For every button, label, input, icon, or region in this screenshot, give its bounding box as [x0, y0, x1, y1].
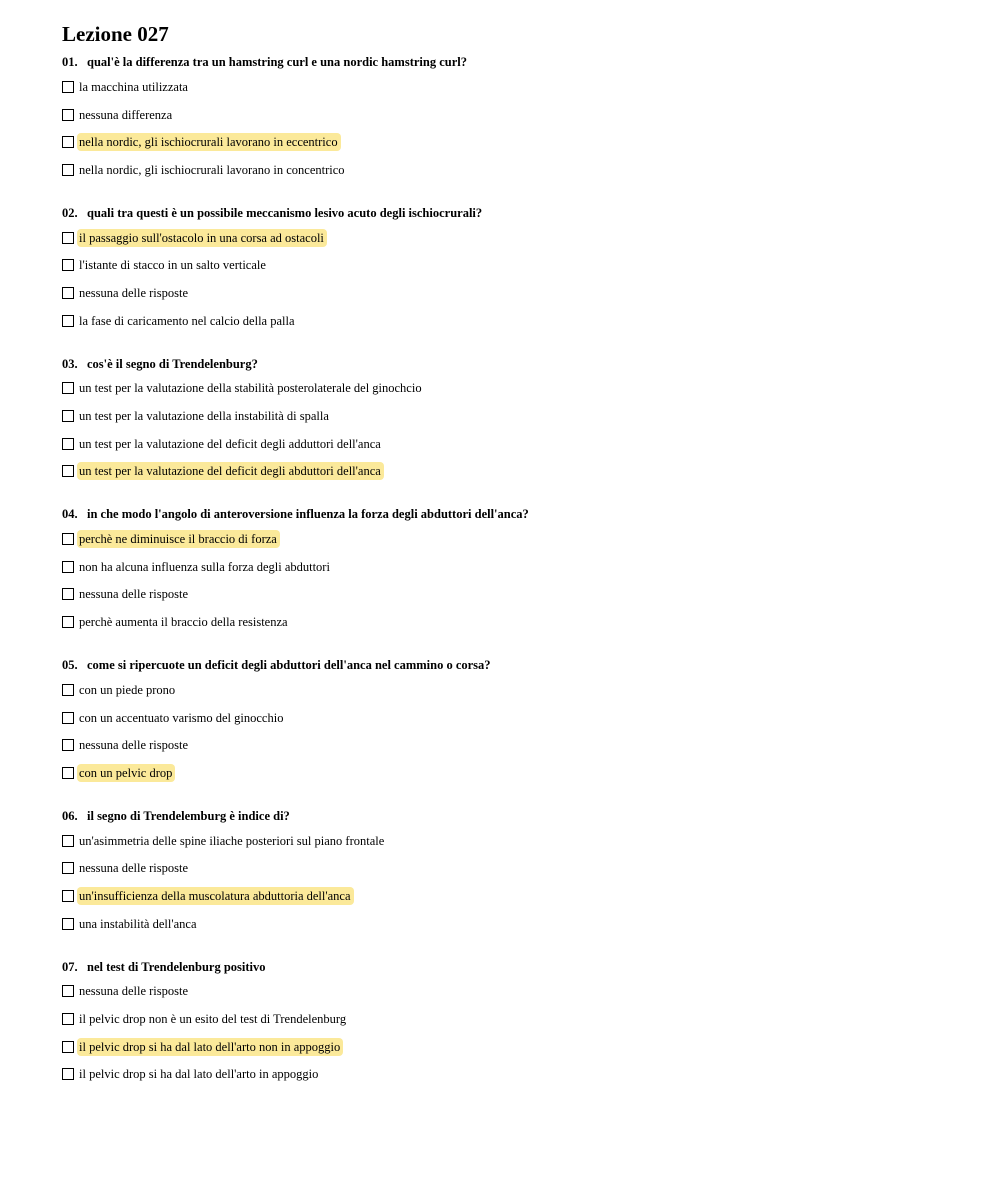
answer-text: un test per la valutazione del deficit degli abduttori dell'anca — [77, 462, 384, 480]
answer-text: nessuna delle risposte — [79, 587, 189, 602]
answer-checkbox[interactable] — [62, 410, 74, 422]
answer-options — [62, 676, 962, 787]
page-title: Lezione 027 — [62, 22, 169, 46]
answer-text: nessuna delle risposte — [79, 984, 189, 999]
answer-text: con un accentuato varismo del ginocchio — [79, 710, 284, 725]
answer-checkbox[interactable] — [62, 712, 74, 724]
question-block — [62, 805, 962, 938]
question-text: come si ripercuote un deficit degli abduttori dell'anca nel cammino o corsa? — [87, 658, 491, 672]
answer-text: perchè aumenta il braccio della resistenza — [79, 615, 288, 630]
answer-checkbox[interactable] — [62, 81, 74, 93]
answer-text: nessuna delle risposte — [79, 285, 189, 300]
answer-checkbox[interactable] — [62, 835, 74, 847]
question-list — [62, 51, 962, 1088]
answer-option — [62, 430, 962, 458]
answer-text: nessuna differenza — [79, 107, 173, 122]
answer-text: perchè ne diminuisce il braccio di forza — [77, 530, 280, 548]
question-block — [62, 503, 962, 636]
answer-text: l'istante di stacco in un salto verticale — [79, 258, 266, 273]
question-heading — [62, 51, 962, 73]
answer-option — [62, 704, 962, 732]
question-block — [62, 202, 962, 335]
answer-checkbox[interactable] — [62, 862, 74, 874]
answer-option-highlighted — [62, 759, 962, 787]
answer-text: il passaggio sull'ostacolo in una corsa ad ostacoli — [77, 229, 327, 247]
answer-option — [62, 553, 962, 581]
answer-option — [62, 375, 962, 403]
answer-text: nella nordic, gli ischiocrurali lavorano in concentrico — [79, 162, 345, 177]
answer-options — [62, 978, 962, 1089]
question-text: nel test di Trendelenburg positivo — [87, 959, 266, 974]
answer-text: il pelvic drop si ha dal lato dell'arto in appoggio — [79, 1067, 319, 1082]
answer-checkbox[interactable] — [62, 382, 74, 394]
quiz-page — [62, 20, 962, 1088]
answer-text: la macchina utilizzata — [79, 79, 188, 94]
answer-text: nella nordic, gli ischiocrurali lavorano in eccentrico — [77, 133, 341, 151]
answer-option — [62, 307, 962, 335]
answer-option — [62, 1061, 962, 1089]
question-text: in che modo l'angolo di anteroversione influenza la forza degli abduttori dell'anca? — [87, 507, 529, 522]
question-heading — [62, 956, 962, 978]
answer-text: la fase di caricamento nel calcio della palla — [79, 313, 295, 328]
answer-option-highlighted — [62, 458, 962, 486]
answer-option — [62, 156, 962, 184]
answer-options — [62, 525, 962, 636]
answer-option — [62, 854, 962, 882]
answer-option — [62, 279, 962, 307]
answer-text: un test per la valutazione della instabilità di spalla — [79, 409, 329, 424]
question-block — [62, 51, 962, 184]
answer-text: nessuna delle risposte — [79, 738, 189, 753]
answer-checkbox[interactable] — [62, 315, 74, 327]
answer-option — [62, 978, 962, 1006]
answer-option — [62, 402, 962, 430]
answer-text: nessuna delle risposte — [79, 861, 189, 876]
answer-text: il pelvic drop non è un esito del test di Trendelenburg — [79, 1012, 347, 1027]
answer-option-highlighted — [62, 128, 962, 156]
question-number: 03. — [62, 356, 78, 371]
answer-checkbox[interactable] — [62, 985, 74, 997]
answer-text: un test per la valutazione della stabilità posterolaterale del ginochcio — [79, 381, 422, 396]
answer-option-highlighted — [62, 1033, 962, 1061]
question-number: 04. — [62, 507, 78, 522]
answer-text: un'insufficienza della muscolatura abduttoria dell'anca — [77, 887, 354, 905]
answer-option — [62, 101, 962, 129]
answer-checkbox[interactable] — [62, 465, 74, 477]
answer-checkbox[interactable] — [62, 287, 74, 299]
answer-checkbox[interactable] — [62, 561, 74, 573]
answer-option — [62, 581, 962, 609]
answer-checkbox[interactable] — [62, 1013, 74, 1025]
answer-checkbox[interactable] — [62, 109, 74, 121]
answer-checkbox[interactable] — [62, 739, 74, 751]
answer-checkbox[interactable] — [62, 918, 74, 930]
answer-option — [62, 676, 962, 704]
answer-text: il pelvic drop si ha dal lato dell'arto non in appoggio — [77, 1038, 343, 1056]
answer-checkbox[interactable] — [62, 438, 74, 450]
answer-checkbox[interactable] — [62, 164, 74, 176]
question-heading — [62, 805, 962, 827]
answer-text: non ha alcuna influenza sulla forza degli abduttori — [79, 559, 330, 574]
question-number: 05. — [62, 658, 78, 672]
answer-checkbox[interactable] — [62, 136, 74, 148]
question-text: cos'è il segno di Trendelenburg? — [87, 356, 258, 371]
question-block — [62, 353, 962, 486]
question-heading — [62, 654, 962, 676]
answer-option — [62, 910, 962, 938]
answer-text: un'asimmetria delle spine iliache posteriori sul piano frontale — [79, 833, 385, 848]
question-number: 07. — [62, 959, 78, 974]
answer-option — [62, 1005, 962, 1033]
question-text: qual'è la differenza tra un hamstring curl e una nordic hamstring curl? — [87, 55, 467, 69]
answer-option — [62, 608, 962, 636]
answer-checkbox[interactable] — [62, 533, 74, 545]
answer-checkbox[interactable] — [62, 616, 74, 628]
question-number: 01. — [62, 55, 78, 69]
question-text: quali tra questi è un possibile meccanismo lesivo acuto degli ischiocrurali? — [87, 205, 483, 220]
answer-option — [62, 251, 962, 279]
answer-text: una instabilità dell'anca — [79, 916, 197, 931]
answer-options — [62, 375, 962, 486]
answer-checkbox[interactable] — [62, 684, 74, 696]
answer-checkbox[interactable] — [62, 890, 74, 902]
answer-option — [62, 73, 962, 101]
answer-options — [62, 224, 962, 335]
answer-checkbox[interactable] — [62, 232, 74, 244]
answer-checkbox[interactable] — [62, 588, 74, 600]
answer-option-highlighted — [62, 224, 962, 252]
answer-option-highlighted — [62, 525, 962, 553]
question-block — [62, 654, 962, 787]
question-block — [62, 956, 962, 1089]
answer-option — [62, 731, 962, 759]
answer-checkbox[interactable] — [62, 259, 74, 271]
answer-option — [62, 827, 962, 855]
question-heading — [62, 202, 962, 224]
question-number: 06. — [62, 808, 78, 823]
answer-options — [62, 827, 962, 938]
question-heading — [62, 353, 962, 375]
question-number: 02. — [62, 205, 78, 220]
answer-checkbox[interactable] — [62, 767, 74, 779]
answer-option-highlighted — [62, 882, 962, 910]
answer-text: con un piede prono — [79, 682, 176, 697]
answer-checkbox[interactable] — [62, 1041, 74, 1053]
question-text: il segno di Trendelemburg è indice di? — [87, 808, 290, 823]
question-heading — [62, 503, 962, 525]
answer-text: un test per la valutazione del deficit degli adduttori dell'anca — [79, 436, 381, 451]
answer-options — [62, 73, 962, 184]
answer-text: con un pelvic drop — [77, 764, 175, 782]
answer-checkbox[interactable] — [62, 1068, 74, 1080]
